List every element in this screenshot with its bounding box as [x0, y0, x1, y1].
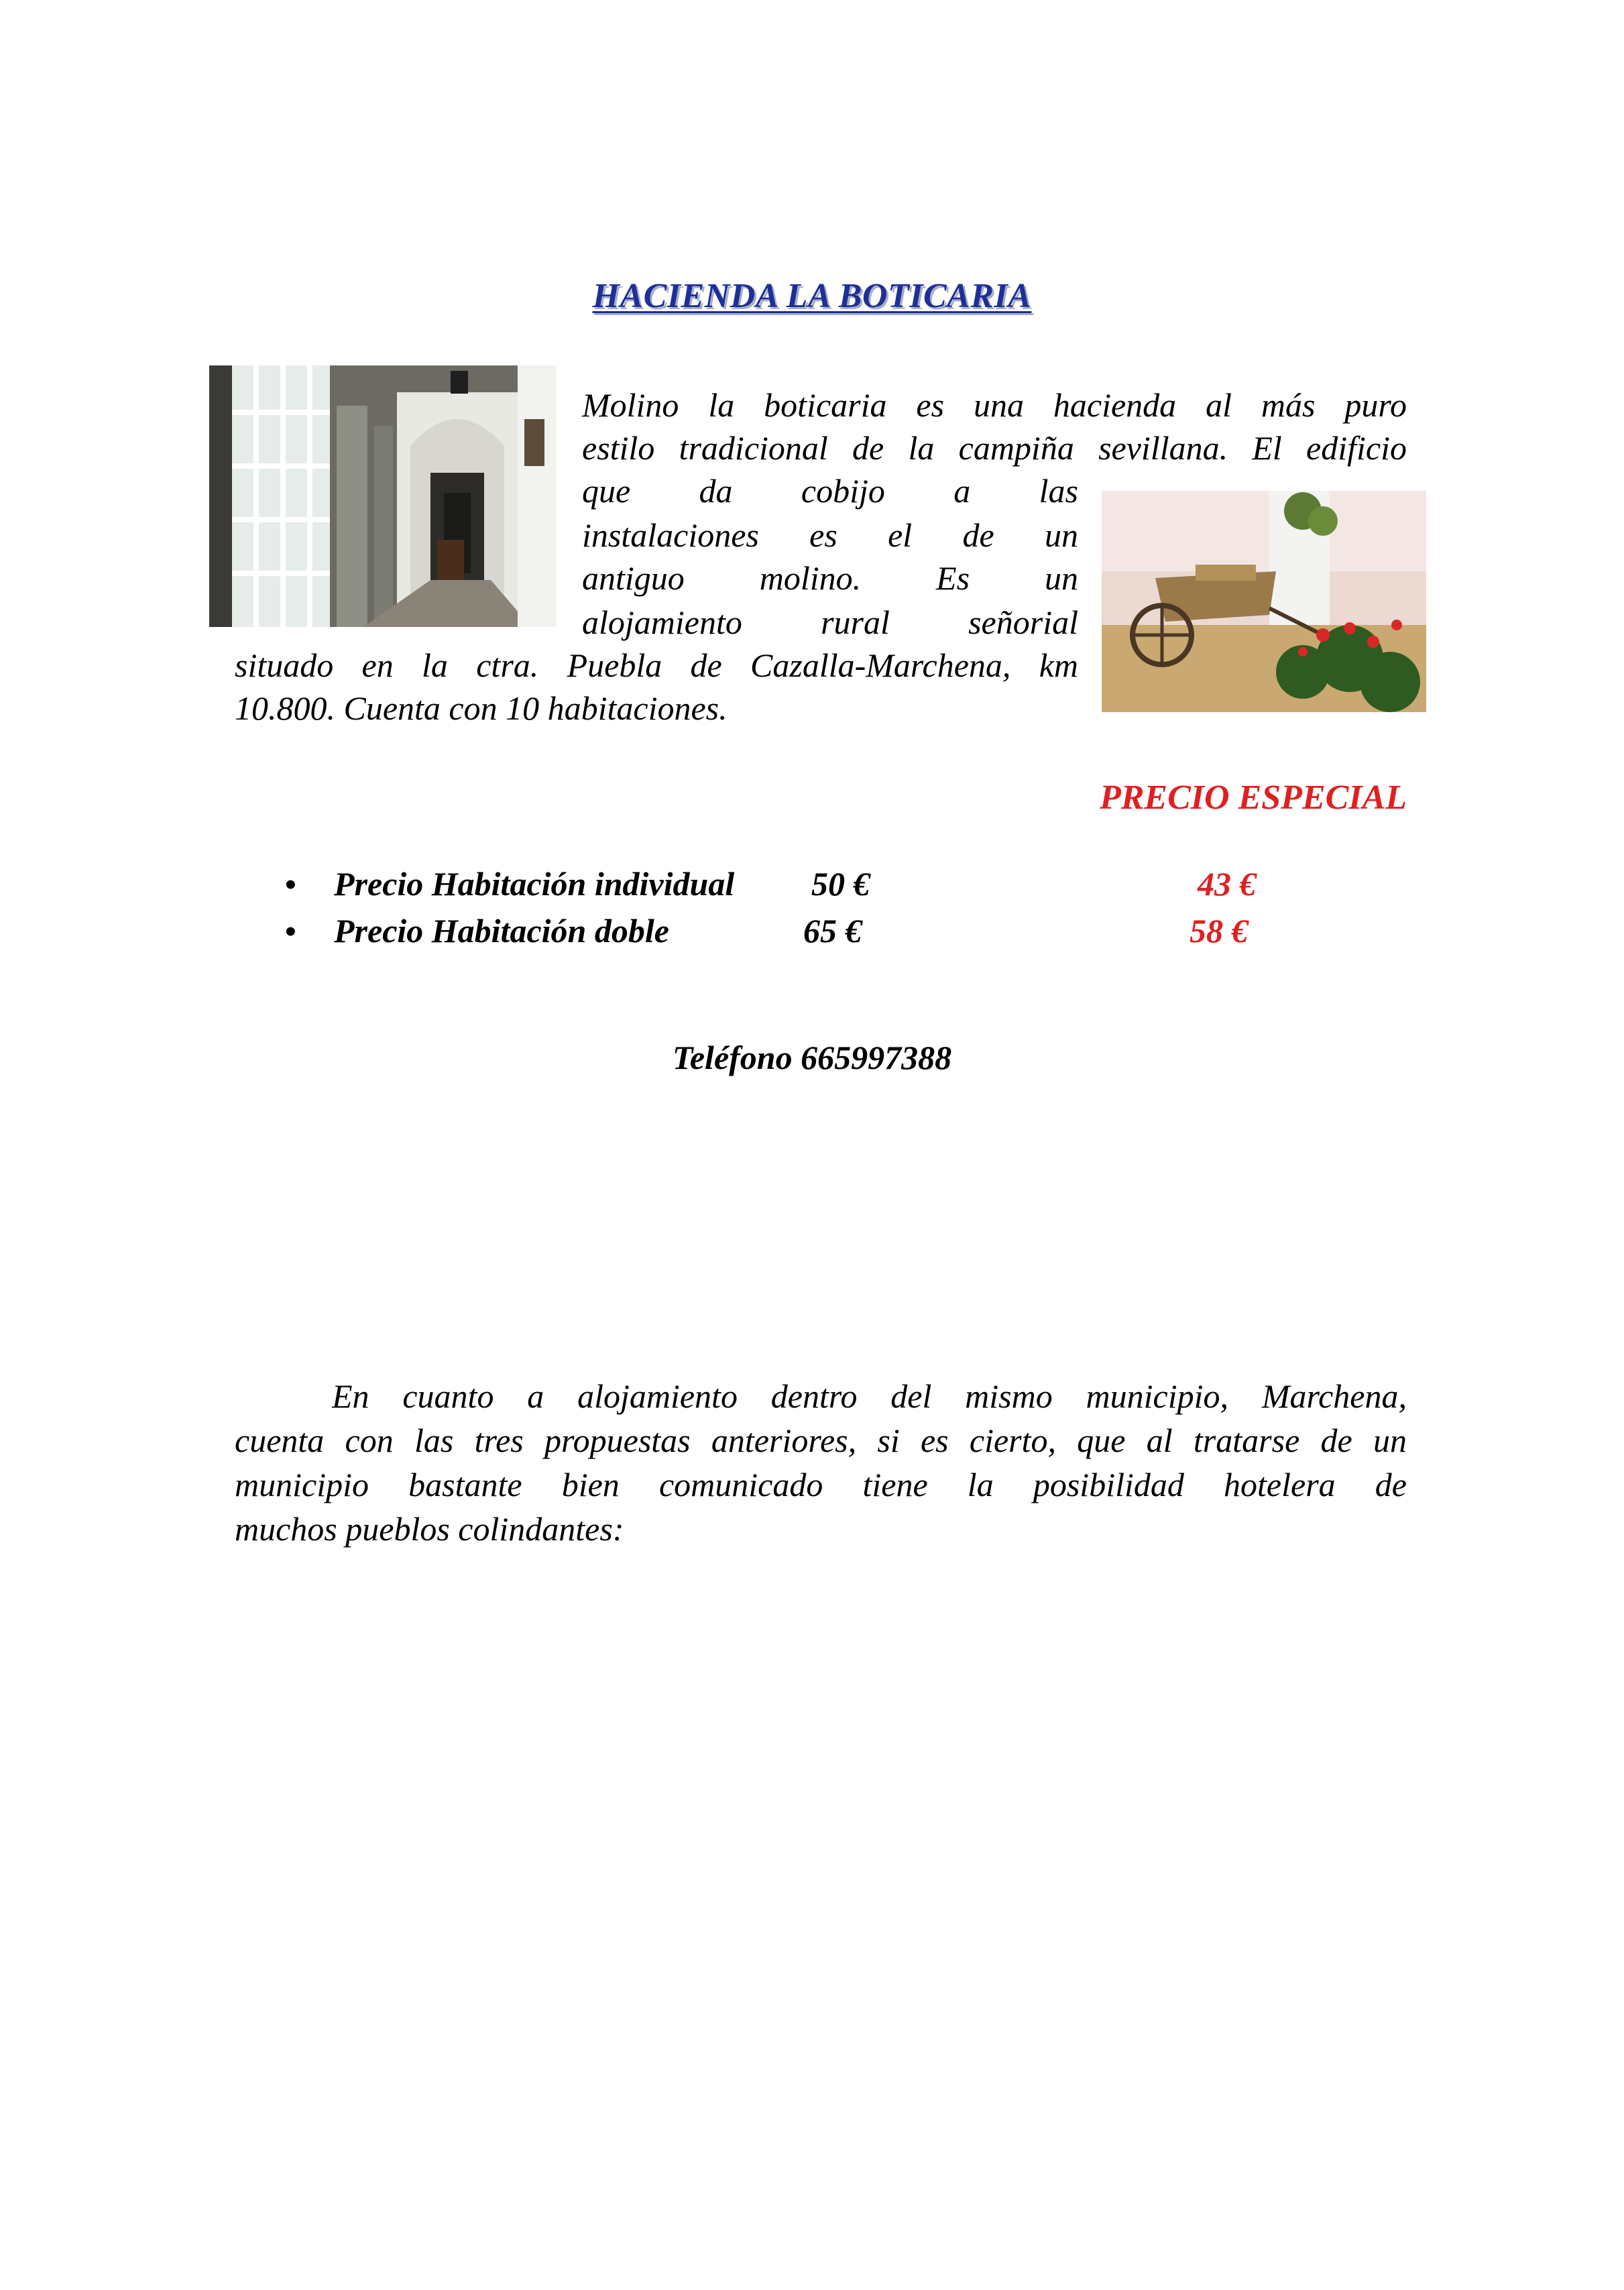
closing-line-2: cuenta con las tres propuestas anteriores, si es cierto, que al tratarse de un: [235, 1422, 1407, 1459]
intro-line-2: estilo tradicional de la campiña sevillana. El edificio: [582, 429, 1407, 467]
bullet-icon: •: [285, 914, 296, 950]
price-special-individual: 43 €: [1198, 865, 1257, 903]
price-row-doble: [285, 909, 296, 954]
phone-number: Teléfono 665997388: [672, 1039, 952, 1076]
price-special-doble: 58 €: [1190, 912, 1249, 950]
price-label-individual: Precio Habitación individual: [334, 865, 735, 903]
intro-line-4: instalaciones es el de un: [582, 516, 1078, 554]
closing-line-3: municipio bastante bien comunicado tiene la posibilidad hotelera de: [235, 1466, 1407, 1503]
intro-line-3: que da cobijo a las: [582, 472, 1078, 510]
closing-line-4: muchos pueblos colindantes:: [235, 1510, 624, 1548]
intro-line-6: alojamiento rural señorial: [582, 604, 1078, 641]
intro-line-5: antiguo molino. Es un: [582, 559, 1078, 597]
intro-line-8: 10.800. Cuenta con 10 habitaciones.: [235, 689, 728, 727]
intro-line-7: situado en la ctra. Puebla de Cazalla-Marchena, km: [235, 646, 1078, 684]
price-regular-doble: 65 €: [803, 912, 862, 950]
closing-line-1: En cuanto a alojamiento dentro del mismo municipio, Marchena,: [332, 1377, 1407, 1415]
page-title: HACIENDA LA BOTICARIA: [592, 277, 1032, 315]
bullet-icon: •: [285, 867, 296, 903]
intro-line-1: Molino la boticaria es una hacienda al más puro: [582, 386, 1407, 424]
special-price-heading: PRECIO ESPECIAL: [1099, 779, 1407, 817]
corridor-photo: [209, 365, 557, 627]
price-regular-individual: 50 €: [811, 865, 870, 903]
price-row-individual: [285, 862, 296, 907]
patio-cart-photo: [1102, 491, 1426, 712]
price-label-doble: Precio Habitación doble: [334, 912, 669, 950]
